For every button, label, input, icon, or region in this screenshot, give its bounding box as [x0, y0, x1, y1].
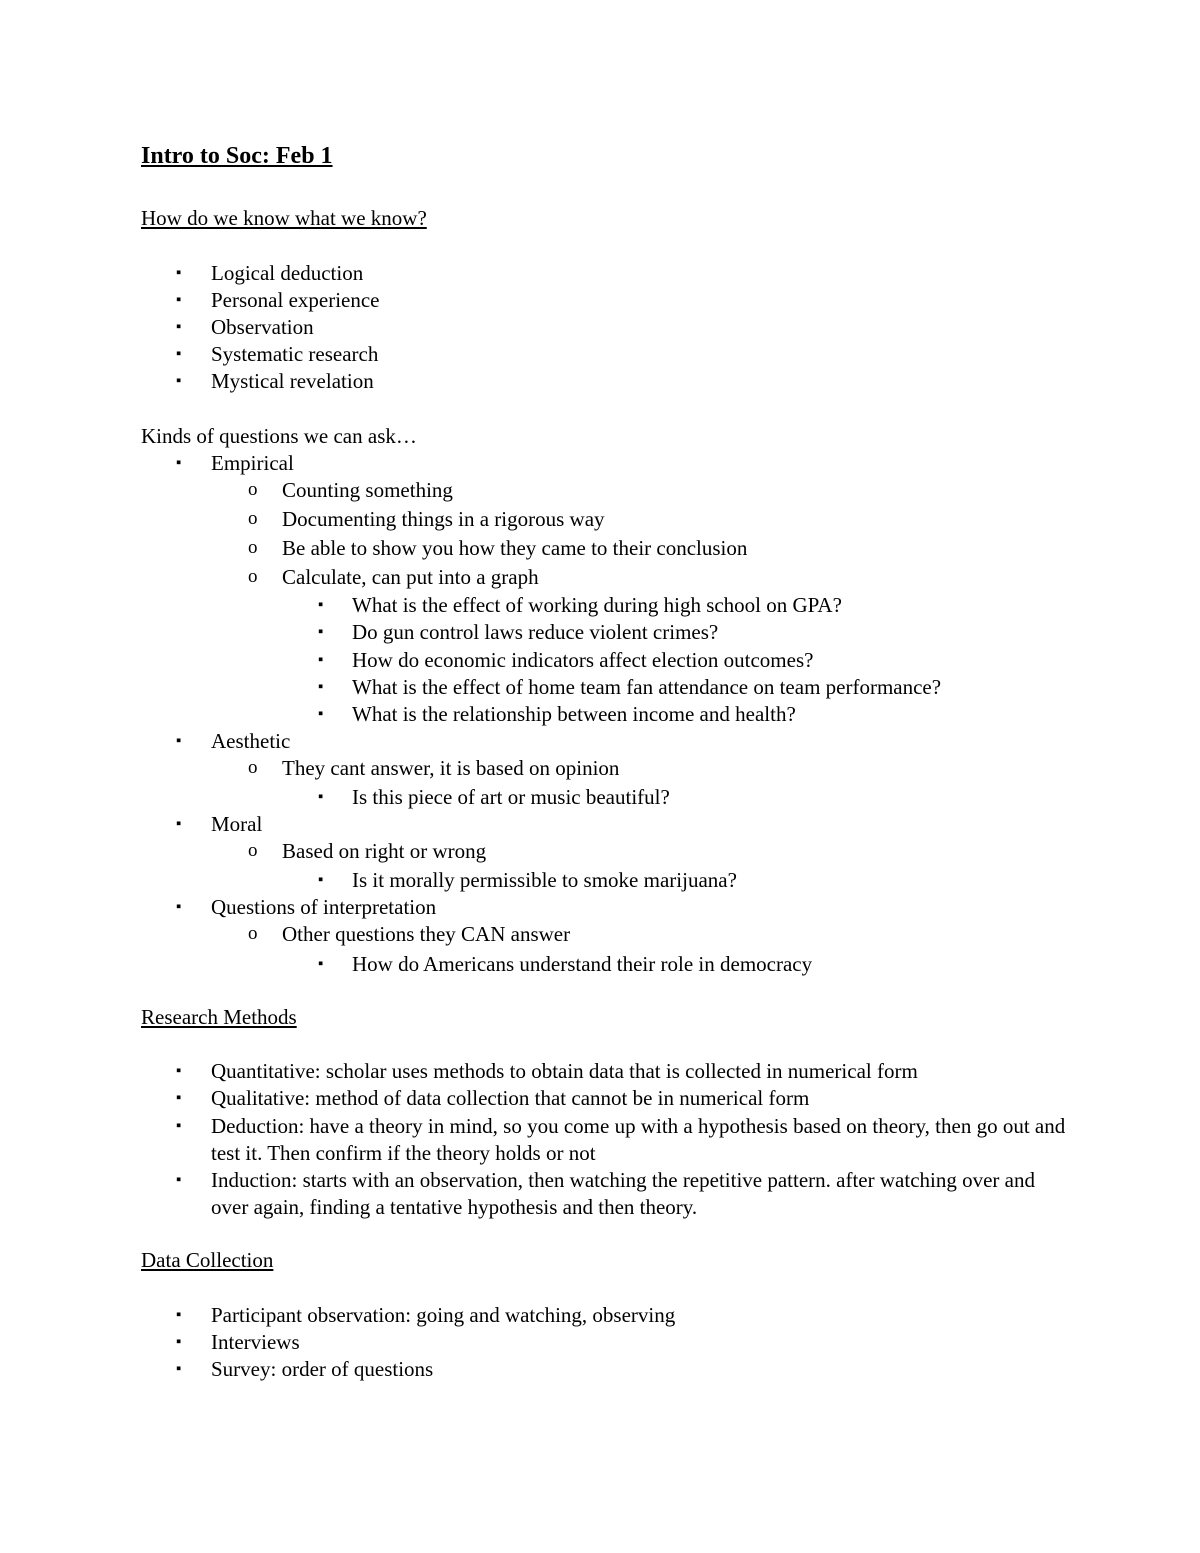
bullet-square-icon: ▪	[176, 346, 182, 362]
bullet-square-icon: ▪	[176, 319, 182, 335]
bullet-circle-icon: o	[248, 537, 258, 558]
section-heading-data: Data Collection	[141, 1248, 274, 1272]
bullet-square-icon: ▪	[176, 455, 182, 471]
list-item-interpretation: Questions of interpretation	[211, 895, 437, 919]
list-item: Observation	[211, 315, 314, 339]
bullet-square-icon: ▪	[176, 1118, 182, 1134]
list-item: Personal experience	[211, 288, 380, 312]
bullet-square-icon: ▪	[176, 1063, 182, 1079]
list-item: Logical deduction	[211, 261, 364, 285]
sub-item: Based on right or wrong	[282, 839, 487, 863]
page-title: Intro to Soc: Feb 1	[141, 143, 333, 169]
list-item: Induction: starts with an observation, then watching the repetitive pattern. after watching over and over again, finding a tentative hypothesis and then theory.	[211, 1168, 1035, 1219]
bullet-circle-icon: o	[248, 508, 258, 529]
bullet-square-icon: ▪	[176, 733, 182, 749]
example-item: What is the effect of working during high school on GPA?	[352, 593, 842, 617]
list-item: Qualitative: method of data collection that cannot be in numerical form	[211, 1086, 810, 1110]
sub-item: Calculate, can put into a graph	[282, 565, 539, 589]
sub-item: Be able to show you how they came to their conclusion	[282, 536, 748, 560]
list-item: Systematic research	[211, 342, 379, 366]
example-item: Do gun control laws reduce violent crimes?	[352, 620, 719, 644]
bullet-circle-icon: o	[248, 840, 258, 861]
bullet-square-icon: ▪	[318, 624, 324, 640]
bullet-square-icon: ▪	[318, 789, 324, 805]
sub-item: Documenting things in a rigorous way	[282, 507, 605, 531]
bullet-square-icon: ▪	[318, 706, 324, 722]
sub-item: They cant answer, it is based on opinion	[282, 756, 620, 780]
bullet-square-icon: ▪	[318, 956, 324, 972]
bullet-square-icon: ▪	[176, 265, 182, 281]
bullet-square-icon: ▪	[318, 679, 324, 695]
example-item: How do Americans understand their role in democracy	[352, 952, 813, 976]
list-item: Deduction: have a theory in mind, so you come up with a hypothesis based on theory, then go out and test it. Then confirm if the theory holds or not	[211, 1114, 1066, 1165]
bullet-square-icon: ▪	[176, 292, 182, 308]
bullet-square-icon: ▪	[318, 652, 324, 668]
bullet-square-icon: ▪	[318, 872, 324, 888]
list-item-aesthetic: Aesthetic	[211, 729, 291, 753]
example-item: What is the relationship between income and health?	[352, 702, 796, 726]
example-item: Is it morally permissible to smoke marijuana?	[352, 868, 737, 892]
section-heading-know: How do we know what we know?	[141, 206, 427, 230]
bullet-square-icon: ▪	[176, 1361, 182, 1377]
sub-item: Other questions they CAN answer	[282, 922, 571, 946]
bullet-square-icon: ▪	[176, 816, 182, 832]
example-item: What is the effect of home team fan attendance on team performance?	[352, 675, 942, 699]
list-item: Quantitative: scholar uses methods to obtain data that is collected in numerical form	[211, 1059, 918, 1083]
example-item: Is this piece of art or music beautiful?	[352, 785, 670, 809]
bullet-circle-icon: o	[248, 479, 258, 500]
sub-item: Counting something	[282, 478, 453, 502]
list-item: Interviews	[211, 1330, 300, 1354]
bullet-square-icon: ▪	[176, 373, 182, 389]
example-item: How do economic indicators affect election outcomes?	[352, 648, 814, 672]
bullet-square-icon: ▪	[176, 899, 182, 915]
bullet-circle-icon: o	[248, 923, 258, 944]
bullet-circle-icon: o	[248, 757, 258, 778]
bullet-square-icon: ▪	[318, 597, 324, 613]
list-item-empirical: Empirical	[211, 451, 294, 475]
bullet-square-icon: ▪	[176, 1090, 182, 1106]
list-item-moral: Moral	[211, 812, 263, 836]
bullet-circle-icon: o	[248, 566, 258, 587]
section-heading-research: Research Methods	[141, 1005, 297, 1029]
list-item: Mystical revelation	[211, 369, 374, 393]
bullet-square-icon: ▪	[176, 1334, 182, 1350]
bullet-square-icon: ▪	[176, 1172, 182, 1188]
section-heading-kinds: Kinds of questions we can ask…	[141, 424, 417, 448]
list-item: Survey: order of questions	[211, 1357, 434, 1381]
bullet-square-icon: ▪	[176, 1307, 182, 1323]
list-item: Participant observation: going and watching, observing	[211, 1303, 676, 1327]
